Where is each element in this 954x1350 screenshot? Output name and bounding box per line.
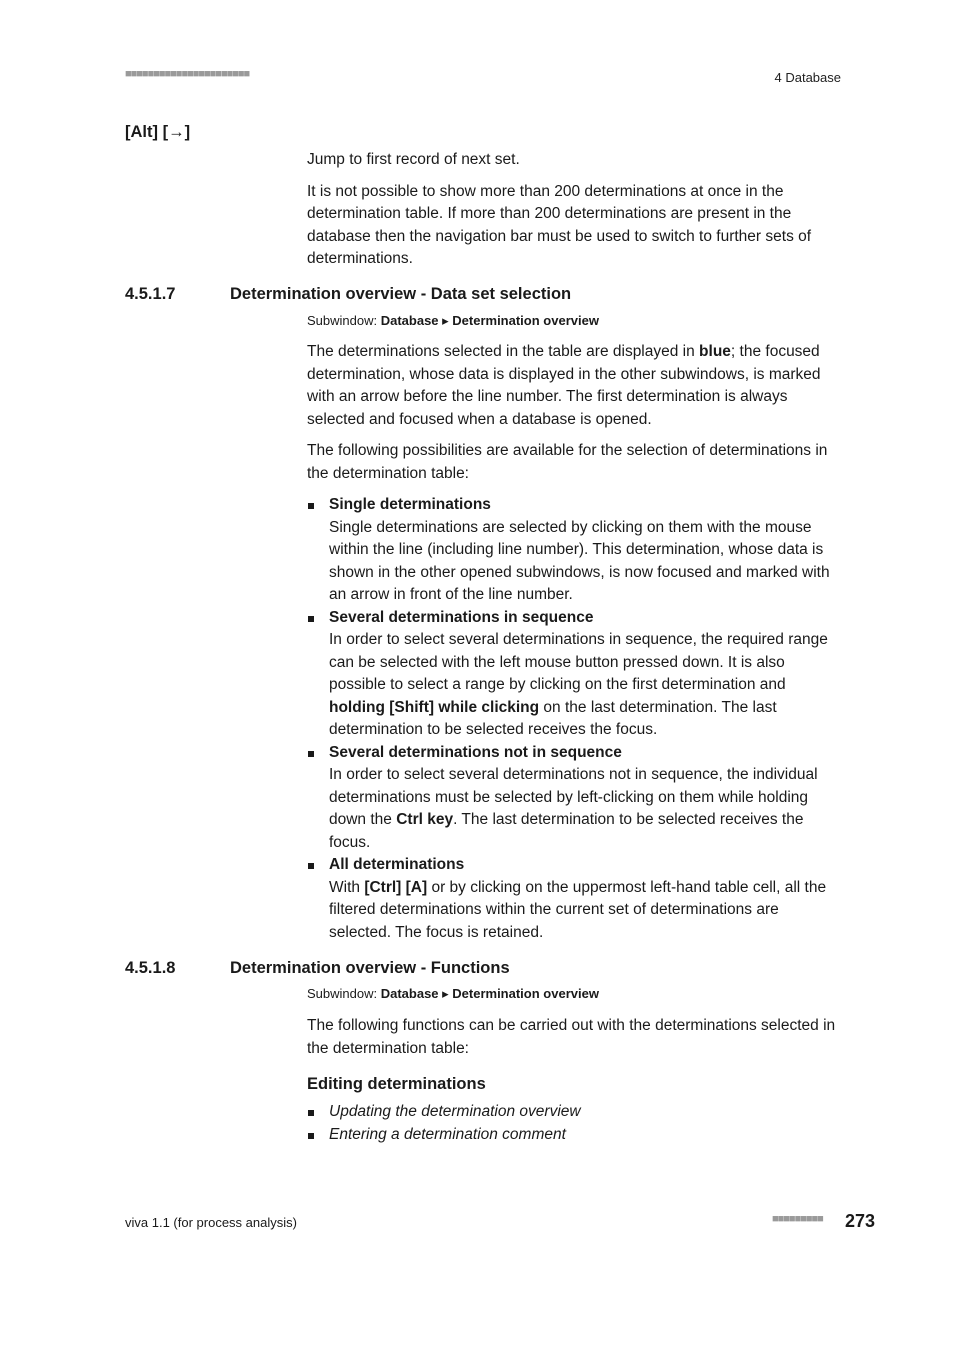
- section2-paragraph-1: The following functions can be carried out with the determinations selected in the determination table:: [307, 1017, 836, 1057]
- list-item: [307, 494, 842, 607]
- text-run: With: [329, 878, 365, 896]
- list-item-text: Entering a determination comment: [329, 1125, 566, 1143]
- bold-text: blue: [699, 343, 731, 360]
- header-decoration: ■■■■■■■■■■■■■■■■■■■■■■: [125, 68, 250, 80]
- square-bullet-icon: [308, 751, 314, 757]
- section-title: Determination overview - Data set selection: [230, 285, 572, 303]
- selection-options-list: [307, 494, 842, 944]
- section1-body: [307, 341, 842, 944]
- section-number: 4.5.1.7: [125, 285, 176, 303]
- subwindow-path: [307, 313, 599, 329]
- list-item-title: Single determinations: [329, 496, 491, 513]
- list-item-text: Updating the determination overview: [329, 1103, 581, 1120]
- text-run: The determinations selected in the table are displayed in: [307, 343, 700, 360]
- text-run: ; the focused determination, whose data is displayed in the other subwindows, is marked with an arrow before the line number. The first determination is always selected and focused when a database is opened.: [307, 343, 821, 428]
- list-item-title: All determinations: [329, 856, 465, 873]
- section1-paragraph-1: [307, 341, 842, 431]
- key-description-p2: It is not possible to show more than 200 determinations at once in the determination table. If more than 200 determinations are present in the database then the navigation bar must be used to switch to further sets of determinations.: [307, 182, 812, 267]
- text-run: In order to select several determinations in sequence, the required range can be selected with the left mouse button pressed down. It is also possible to select a range by clicking on the first determination and: [329, 631, 828, 693]
- page-number: 273: [845, 1211, 876, 1231]
- list-item-link[interactable]: [307, 1124, 842, 1147]
- subwindow-path-value: Database ▸ Determination overview: [380, 986, 599, 1001]
- list-item: [307, 607, 842, 742]
- list-item-link[interactable]: [307, 1101, 842, 1124]
- text-run: . The last determination to be selected receives the focus.: [329, 811, 804, 851]
- list-item-text: Single determinations are selected by clicking on them with the mouse within the line (including line number). This determination, whose data is shown in the other opened subwindows, is now focused and marked with an arrow in front of the line number.: [329, 518, 830, 603]
- chapter-title: 4 Database: [774, 70, 841, 85]
- bold-text: [Ctrl] [A]: [364, 878, 428, 896]
- subwindow-path-value: Database ▸ Determination overview: [380, 313, 599, 328]
- bold-text: holding [Shift] while clicking: [329, 698, 540, 716]
- text-run: In order to select several determinations not in sequence, the individual determinations must be selected by left-clicking on them while holding down the: [329, 766, 818, 828]
- square-bullet-icon: [308, 1133, 314, 1139]
- editing-functions-list: [307, 1101, 842, 1146]
- square-bullet-icon: [308, 863, 314, 869]
- section-number: 4.5.1.8: [125, 959, 176, 977]
- list-item-title: Several determinations not in sequence: [329, 743, 622, 761]
- bold-text: Ctrl key: [396, 811, 454, 828]
- footer-decoration: ■■■■■■■■■: [772, 1213, 823, 1225]
- section1-paragraph-2: The following possibilities are available for the selection of determinations in the determination table:: [307, 442, 828, 482]
- key-shortcut-heading: [Alt] [→]: [125, 123, 191, 141]
- square-bullet-icon: [308, 503, 314, 509]
- square-bullet-icon: [308, 616, 314, 622]
- subwindow-label: Subwindow:: [307, 986, 381, 1001]
- subwindow-label: Subwindow:: [307, 313, 381, 328]
- list-item: [307, 854, 842, 944]
- text-run: on the last determination. The last determination to be selected receives the focus.: [329, 698, 777, 738]
- key-description: [307, 149, 842, 271]
- list-item: [307, 742, 842, 855]
- subwindow-path: [307, 986, 599, 1002]
- square-bullet-icon: [308, 1110, 314, 1116]
- list-item-title: Several determinations in sequence: [329, 608, 594, 626]
- key-description-p1: Jump to first record of next set.: [307, 151, 520, 168]
- editing-heading: Editing determinations: [307, 1075, 486, 1093]
- footer-product: viva 1.1 (for process analysis): [125, 1215, 297, 1230]
- text-run: or by clicking on the uppermost left-hand table cell, all the filtered determinations within the current set of determinations are selected. The focus is retained.: [329, 878, 827, 941]
- section-title: Determination overview - Functions: [230, 959, 510, 977]
